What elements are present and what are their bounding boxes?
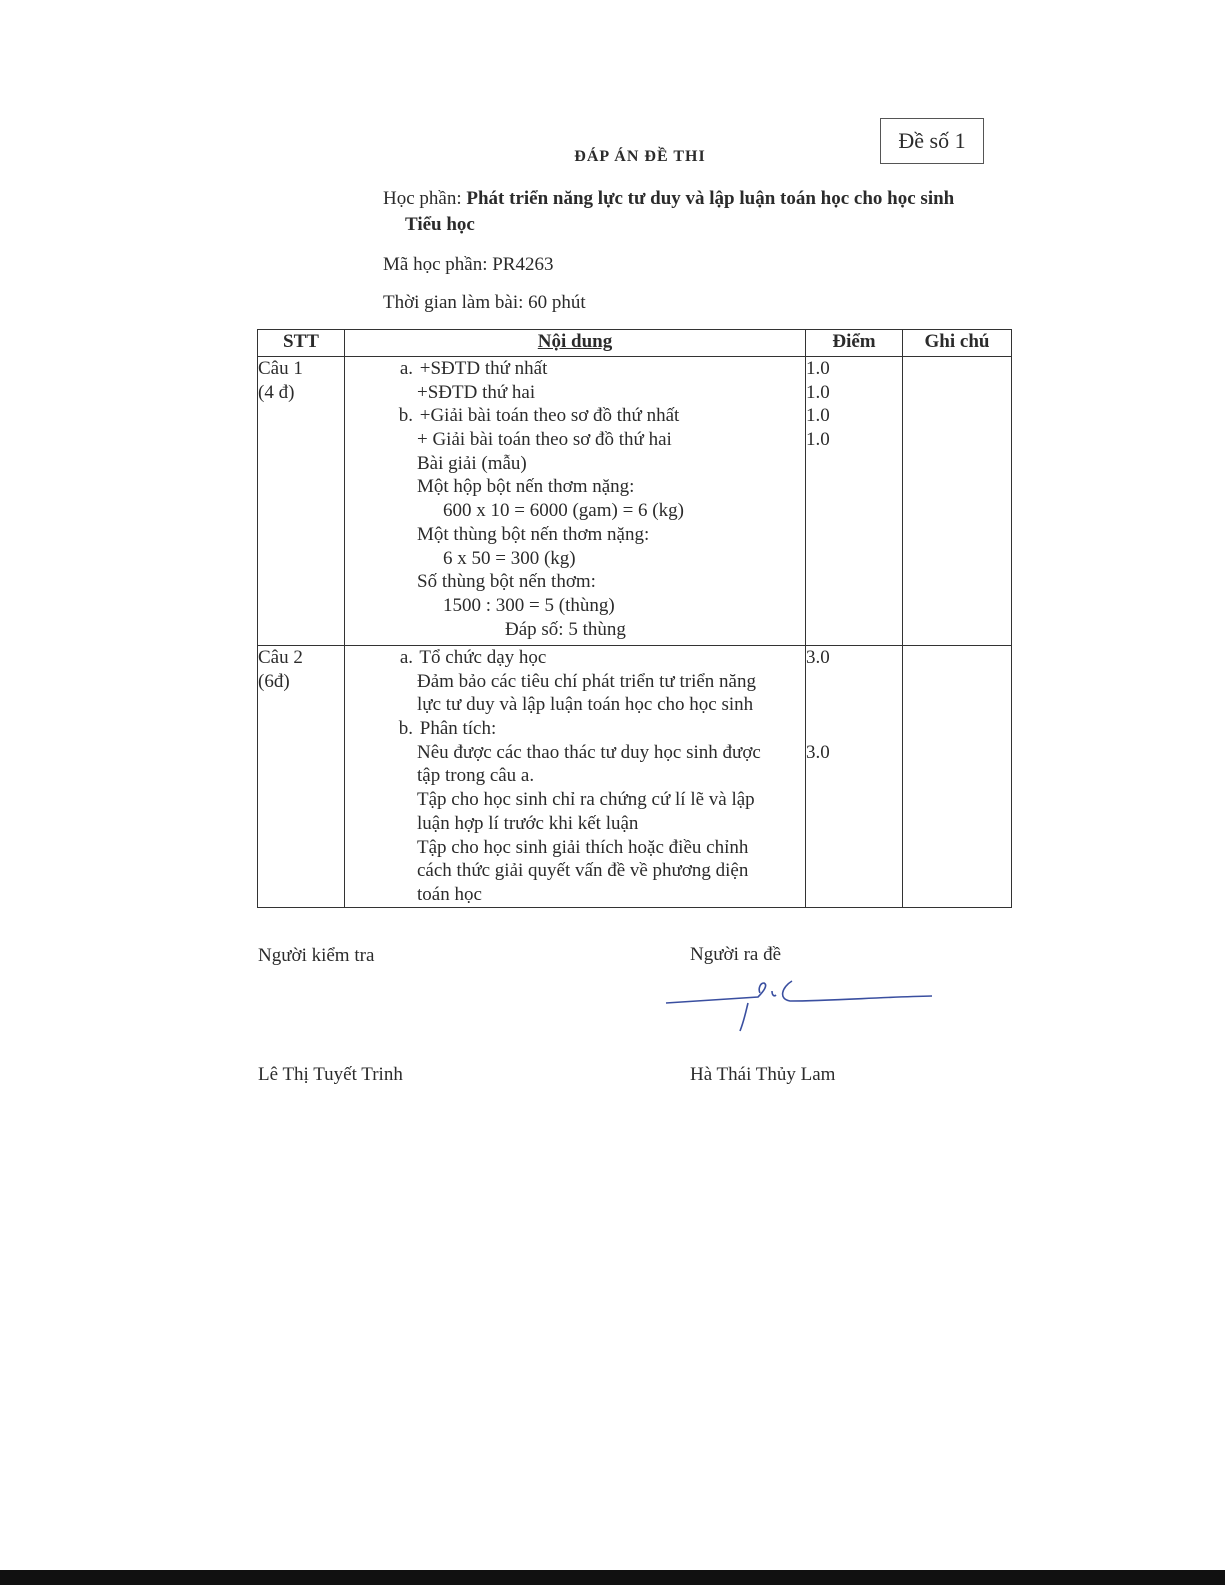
answer-table: [257, 329, 1012, 908]
q1-line: [345, 404, 805, 428]
q2-line: [345, 717, 805, 741]
course-info: [383, 186, 1013, 238]
q1-line: Số thùng bột nến thơm:: [417, 571, 596, 593]
q2-line: Tập cho học sinh giải thích hoặc điều chỉnh: [417, 836, 749, 858]
q1-line: 1500 : 300 = 5 (thùng): [443, 594, 615, 616]
q1-line: [345, 357, 805, 381]
question-1-content: [345, 357, 806, 646]
q2-label-a: a.: [399, 647, 413, 668]
q1-line: 600 x 10 = 6000 (gam) = 6 (kg): [443, 500, 684, 522]
score-value: 3.0: [806, 647, 830, 668]
score-value: 3.0: [806, 741, 830, 763]
exam-number: Đề số 1: [898, 128, 966, 153]
question-2-content: [345, 646, 806, 908]
table-row-question-2: [258, 646, 1012, 908]
q1-line: Đáp số: 5 thùng: [505, 618, 626, 640]
scan-edge: [0, 1570, 1225, 1585]
q1-line: 6 x 50 = 300 (kg): [443, 547, 576, 569]
table-header-row: [258, 330, 1012, 357]
q2-line: [345, 646, 805, 670]
course-name-line-2: Tiểu học: [405, 214, 475, 235]
question-2-number: Câu 2: [258, 647, 303, 668]
document-title: ĐÁP ÁN ĐỀ THI: [574, 148, 706, 165]
header-content: Nội dung: [345, 330, 806, 357]
question-1-scores: [806, 357, 903, 646]
author-name: Hà Thái Thủy Lam: [690, 1064, 836, 1085]
q1-line: + Giải bài toán theo sơ đồ thứ hai: [417, 429, 672, 451]
author-signature: [660, 975, 940, 1035]
q1-line: Một hộp bột nến thơm nặng:: [417, 476, 635, 498]
q2-line: lực tư duy và lập luận toán học cho học sinh: [417, 694, 754, 716]
q1-line: Bài giải (mẫu): [417, 452, 527, 474]
question-1-label: [258, 357, 345, 646]
course-code: Mã học phần: PR4263: [383, 254, 554, 275]
q2-text: Tổ chức dạy học: [419, 647, 547, 668]
q2-text: Phân tích:: [419, 718, 497, 740]
author-label: Người ra đề: [690, 944, 782, 965]
question-2-scores: [806, 646, 903, 908]
question-1-note: [903, 357, 1012, 646]
score-value: 1.0: [806, 358, 830, 379]
score-value: 1.0: [806, 429, 830, 451]
q2-line: luận hợp lí trước khi kết luận: [417, 812, 639, 834]
q1-line: Một thùng bột nến thơm nặng:: [417, 523, 650, 545]
exam-number-box: [880, 118, 984, 164]
header-score: Điểm: [806, 330, 903, 357]
question-1-points: (4 đ): [258, 382, 295, 403]
score-spacer: [806, 717, 902, 741]
q1-label-b: b.: [398, 405, 413, 427]
q1-text: +SĐTD thứ nhất: [419, 358, 548, 379]
question-1-number: Câu 1: [258, 358, 303, 379]
course-label: Học phần:: [383, 188, 467, 209]
q2-line: tập trong câu a.: [417, 765, 535, 787]
score-value: 1.0: [806, 405, 830, 427]
q1-label-a: a.: [399, 358, 413, 379]
checker-label: Người kiểm tra: [258, 945, 375, 966]
q2-line: Đảm bảo các tiêu chí phát triển tư triển năng: [417, 670, 756, 692]
question-2-note: [903, 646, 1012, 908]
table-row-question-1: [258, 357, 1012, 646]
score-spacer: [806, 670, 902, 694]
q2-line: Nêu được các thao thác tư duy học sinh được: [417, 741, 761, 763]
q1-line: +SĐTD thứ hai: [417, 381, 536, 403]
course-name-line-1: Phát triển năng lực tư duy và lập luận toán học cho học sinh: [466, 188, 955, 209]
question-2-label: [258, 646, 345, 908]
question-2-points: (6đ): [258, 671, 290, 692]
score-spacer: [806, 693, 902, 717]
checker-name: Lê Thị Tuyết Trinh: [258, 1064, 403, 1085]
score-value: 1.0: [806, 381, 830, 403]
q2-line: Tập cho học sinh chỉ ra chứng cứ lí lẽ và lập: [417, 789, 755, 811]
header-note: Ghi chú: [903, 330, 1012, 357]
header-stt: STT: [258, 330, 345, 357]
q2-line: toán học: [417, 883, 482, 905]
q1-text: +Giải bài toán theo sơ đồ thứ nhất: [419, 405, 680, 427]
q2-label-b: b.: [398, 718, 413, 740]
exam-duration: Thời gian làm bài: 60 phút: [383, 292, 586, 313]
q2-line: cách thức giải quyết vấn đề về phương diện: [417, 860, 749, 882]
